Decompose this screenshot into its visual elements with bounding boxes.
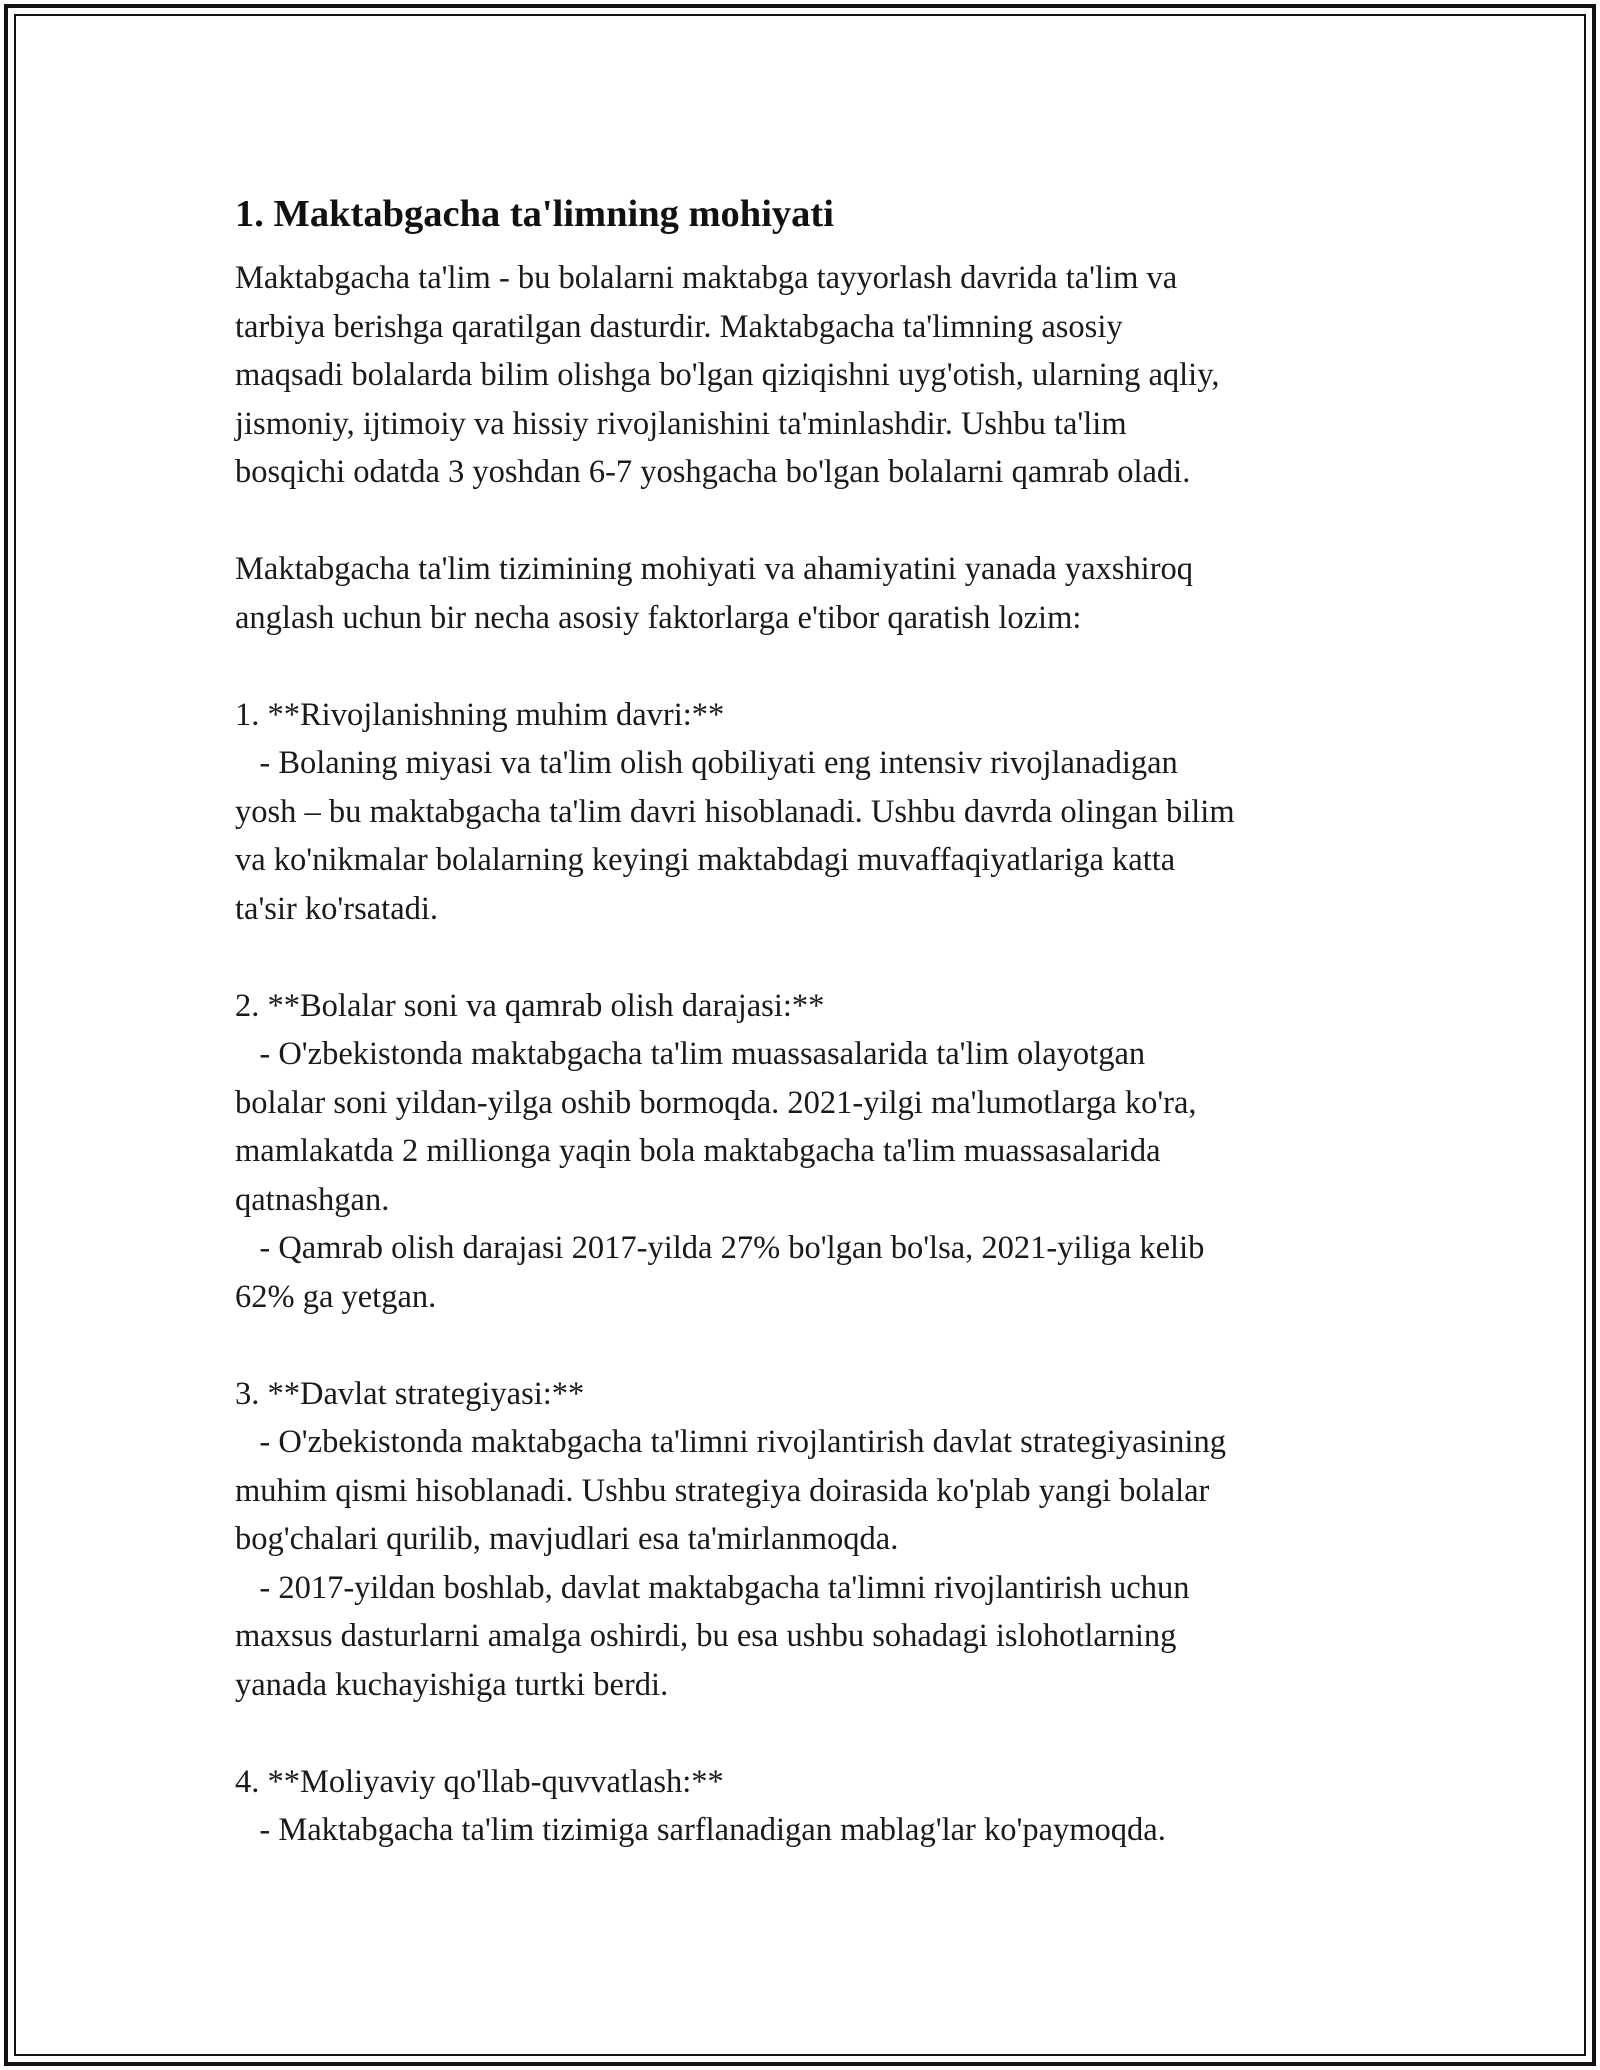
list-item-state-strategy: 3. **Davlat strategiyasi:** - O'zbekistonda maktabgacha ta'limni rivojlantirish davlat strategiyasining muhim qismi hisoblanadi. Ushbu strategiya doirasida ko'plab yangi bolalar bog'chalari qurilib, mavjudlari esa ta'mirlanmoqda. - 2017-yildan boshlab, davlat maktabgacha ta'limni rivojlantirish uchun maxsus dasturlarni amalga oshirdi, bu esa ushbu sohadagi islohotlarning yanada kuchayishiga turtki berdi. bbox=[235, 1375, 1226, 1703]
list-item-children-coverage: 2. **Bolalar soni va qamrab olish darajasi:** - O'zbekistonda maktabgacha ta'lim muassasalarida ta'lim olayotgan bolalar soni yildan-yilga oshib bormoqda. 2021-yilgi ma'lumotlarga ko'ra, mamlakatda 2 millionga yaqin bola maktabgacha ta'lim muassasalarida qatnashgan. - Qamrab olish darajasi 2017-yilda 27% bo'lgan bo'lsa, 2021-yiliga kelib 62% ga yetgan. bbox=[235, 987, 1205, 1315]
list-item-development-period: 1. **Rivojlanishning muhim davri:** - Bolaning miyasi va ta'lim olish qobiliyati eng intensiv rivojlanadigan yosh – bu maktabgacha ta'lim davri hisoblanadi. Ushbu davrda olingan bilim va ko'nikmalar bolalarning keyingi maktabdagi muvaffaqiyatlariga katta ta'sir ko'rsatadi. bbox=[235, 696, 1235, 927]
paragraph-spacer bbox=[235, 642, 1385, 691]
section-heading: 1. Maktabgacha ta'limning mohiyati bbox=[235, 193, 834, 235]
factors-lead-paragraph: Maktabgacha ta'lim tizimining mohiyati va ahamiyatini yanada yaxshiroq anglash uchun bir necha asosiy faktorlarga e'tibor qaratish lozim: bbox=[235, 551, 1194, 636]
list-item-financial-support: 4. **Moliyaviy qo'llab-quvvatlash:** - Maktabgacha ta'lim tizimiga sarflanadigan mablag'lar ko'paymoqda. bbox=[235, 1763, 1166, 1848]
paragraph-spacer bbox=[235, 933, 1385, 982]
paragraph-spacer bbox=[235, 497, 1385, 546]
paragraph-spacer bbox=[235, 1709, 1385, 1758]
paragraph-spacer bbox=[235, 1321, 1385, 1370]
document-body bbox=[235, 186, 1385, 1855]
intro-paragraph: Maktabgacha ta'lim - bu bolalarni maktabga tayyorlash davrida ta'lim va tarbiya berishga qaratilgan dasturdir. Maktabgacha ta'limning asosiy maqsadi bolalarda bilim olishga bo'lgan qiziqishni uyg'otish, ularning aqliy, jismoniy, ijtimoiy va hissiy rivojlanishini ta'minlashdir. Ushbu ta'lim bosqichi odatda 3 yoshdan 6-7 yoshgacha bo'lgan bolalarni qamrab oladi. bbox=[235, 260, 1220, 490]
